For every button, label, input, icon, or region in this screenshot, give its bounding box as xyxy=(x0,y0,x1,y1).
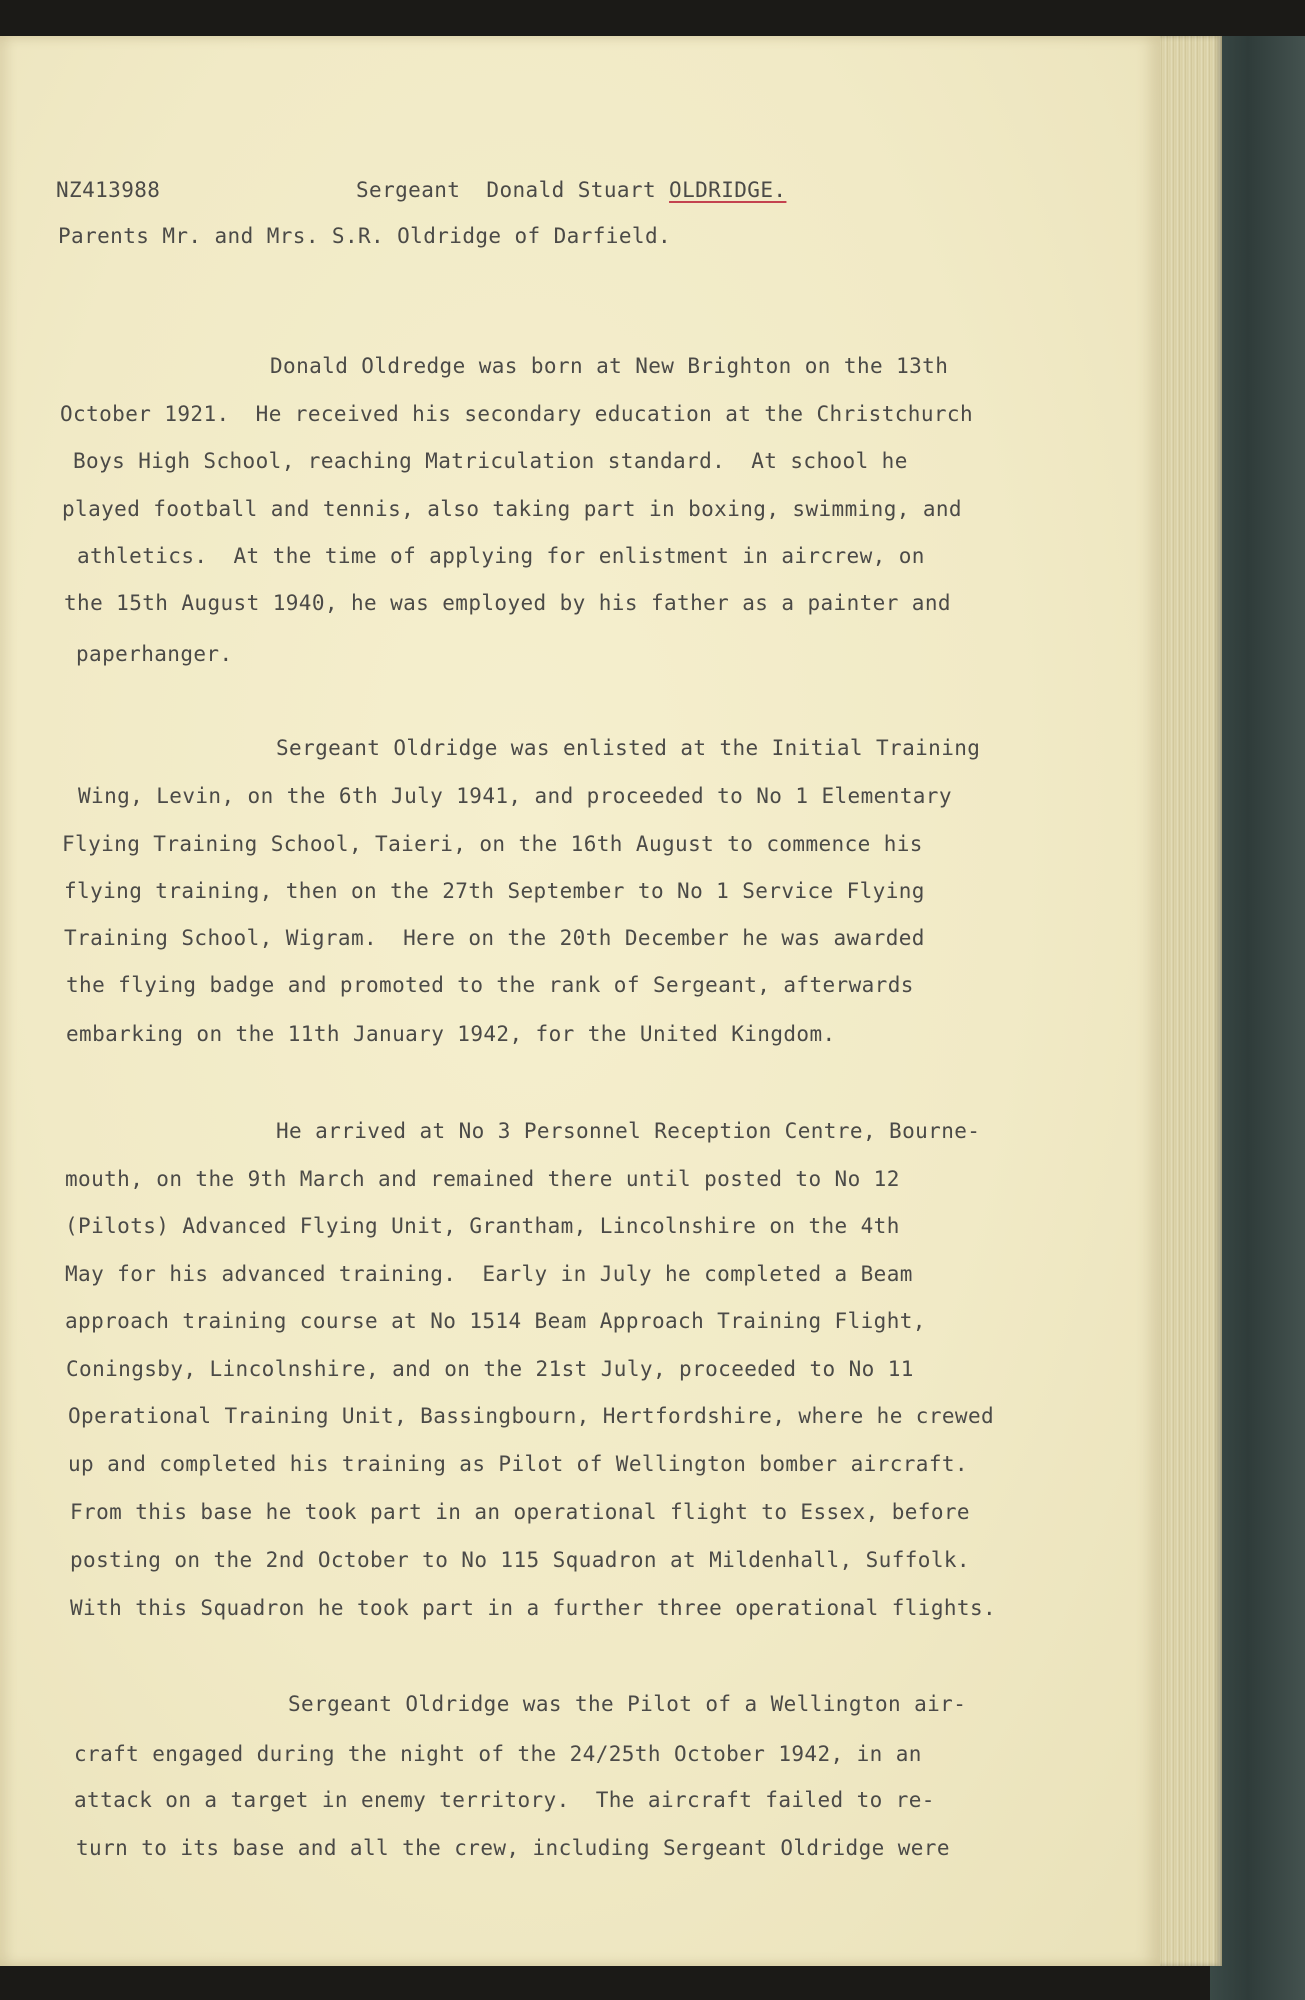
text-line: athletics. At the time of applying for enlistment in aircrew, on xyxy=(77,544,925,568)
text-line: Boys High School, reaching Matriculation standard. At school he xyxy=(73,449,908,473)
text-line: Training School, Wigram. Here on the 20th December he was awarded xyxy=(64,926,925,950)
text-line: up and completed his training as Pilot of Wellington bomber aircraft. xyxy=(68,1452,968,1476)
text-line: Sergeant Oldridge was enlisted at the Initial Training xyxy=(276,736,981,760)
text-line: October 1921. He received his secondary education at the Christchurch xyxy=(60,402,974,426)
surname: OLDRIDGE. xyxy=(669,178,787,202)
text-line: paperhanger. xyxy=(76,642,233,666)
text-line: From this base he took part in an operational flight to Essex, before xyxy=(70,1500,970,1524)
text-line: With this Squadron he took part in a further three operational flights. xyxy=(70,1596,997,1620)
rank-and-given-names: Sergeant Donald Stuart xyxy=(356,178,670,202)
text-line: Coningsby, Lincolnshire, and on the 21st July, proceeded to No 11 xyxy=(66,1357,914,1381)
text-line: He arrived at No 3 Personnel Reception Centre, Bourne- xyxy=(276,1119,981,1143)
book-cover-edge xyxy=(1210,36,1305,2000)
text-line: embarking on the 11th January 1942, for the United Kingdom. xyxy=(66,1022,836,1046)
text-line: approach training course at No 1514 Beam Approach Training Flight, xyxy=(65,1309,926,1333)
typed-record xyxy=(0,36,1160,1966)
text-line: Sergeant Oldridge was the Pilot of a Wellington air- xyxy=(288,1692,967,1716)
page-stack-edge xyxy=(1152,36,1222,1966)
text-line: (Pilots) Advanced Flying Unit, Grantham, Lincolnshire on the 4th xyxy=(65,1214,900,1238)
document-page xyxy=(0,36,1160,1966)
rank-and-name xyxy=(356,178,786,202)
text-line: turn to its base and all the crew, including Sergeant Oldridge were xyxy=(76,1836,950,1860)
text-line: the flying badge and promoted to the rank of Sergeant, afterwards xyxy=(66,973,914,997)
text-line: posting on the 2nd October to No 115 Squadron at Mildenhall, Suffolk. xyxy=(70,1548,970,1572)
text-line: Operational Training Unit, Bassingbourn, Hertfordshire, where he crewed xyxy=(68,1404,995,1428)
text-line: May for his advanced training. Early in July he completed a Beam xyxy=(65,1262,913,1286)
text-line: played football and tennis, also taking part in boxing, swimming, and xyxy=(62,497,962,521)
text-line: Donald Oldredge was born at New Brighton on the 13th xyxy=(270,354,949,378)
text-line: attack on a target in enemy territory. The aircraft failed to re- xyxy=(74,1788,935,1812)
text-line: flying training, then on the 27th September to No 1 Service Flying xyxy=(64,879,925,903)
parents-line: Parents Mr. and Mrs. S.R. Oldridge of Darfield. xyxy=(58,224,672,248)
text-line: the 15th August 1940, he was employed by his father as a painter and xyxy=(64,591,951,615)
text-line: Flying Training School, Taieri, on the 16th August to commence his xyxy=(62,832,923,856)
text-line: Wing, Levin, on the 6th July 1941, and proceeded to No 1 Elementary xyxy=(78,784,952,808)
text-line: mouth, on the 9th March and remained there until posted to No 12 xyxy=(65,1167,900,1191)
text-line: craft engaged during the night of the 24/25th October 1942, in an xyxy=(74,1742,922,1766)
service-number: NZ413988 xyxy=(56,178,161,202)
